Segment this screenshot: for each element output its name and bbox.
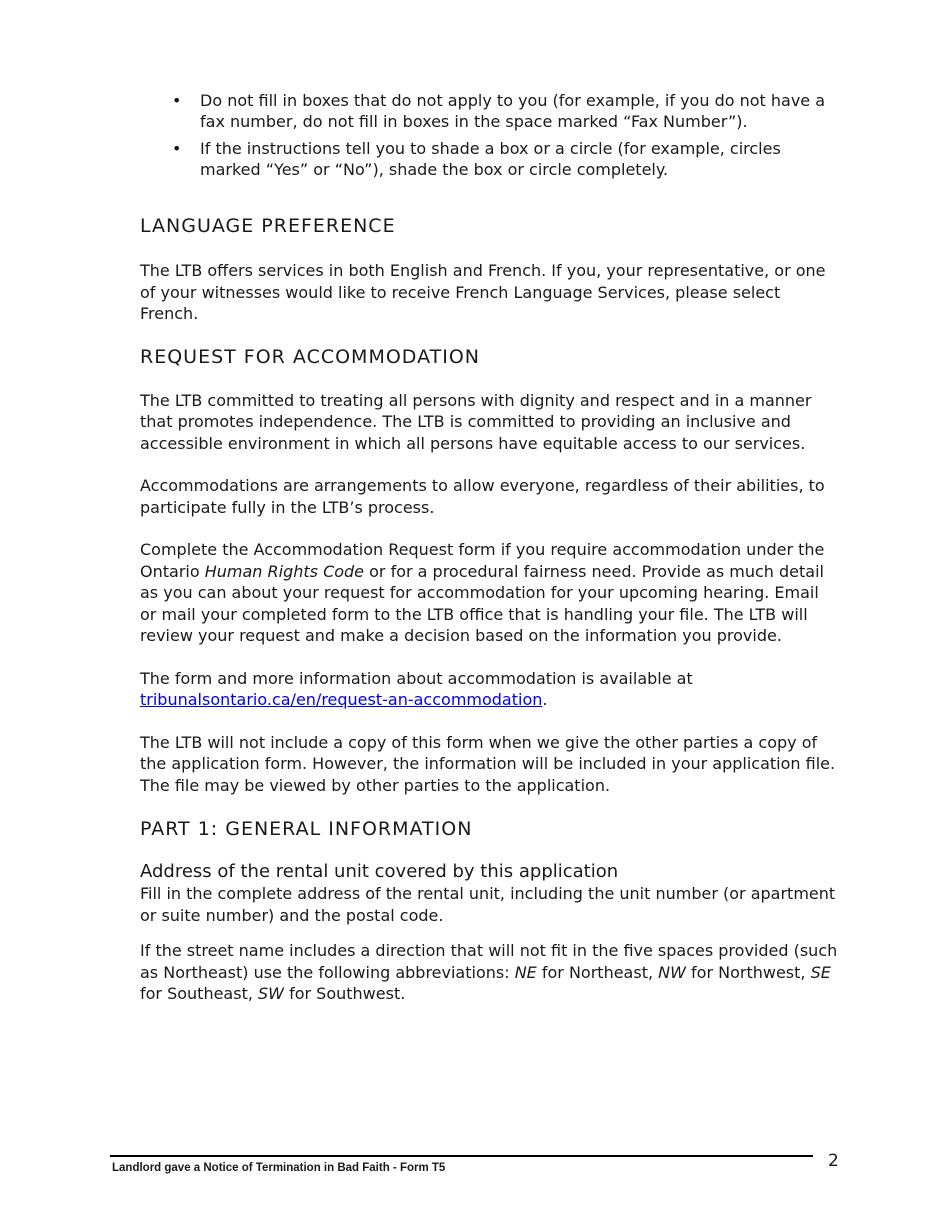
page-content [140, 90, 840, 1005]
text-span: for Northeast, [536, 962, 659, 982]
text-span: If the street name includes a direction that will not fit in the five spaces provided (such as Northeast) use the following abbreviations: [140, 941, 838, 982]
instruction-list [140, 90, 840, 180]
text-span: . [542, 690, 548, 709]
abbr-nw: NW [658, 962, 686, 982]
accommodation-link[interactable]: tribunalsontario.ca/en/request-an-accommodation [140, 690, 543, 709]
accommodation-paragraph-1: The LTB committed to treating all persons with dignity and respect and in a manner that promotes independence. The LTB is committed to providing an inclusive and accessible environment in which all persons have equitable access to our services. [140, 390, 812, 453]
language-paragraph: The LTB offers services in both English and French. If you, your representative, or one of your witnesses would like to receive French Language Services, please select French. [140, 261, 826, 323]
accommodation-paragraph-4 [140, 668, 840, 711]
text-span: The form and more information about accommodation is available at [140, 668, 693, 688]
page-number: 2 [828, 1151, 839, 1171]
accommodation-heading: REQUEST FOR ACCOMMODATION [140, 345, 480, 368]
list-item: • If the instructions tell you to shade a box or a circle (for example, circles marked “Yes” or “No”), shade the box or circle completely. [140, 138, 840, 180]
footer-title: Landlord gave a Notice of Termination in Bad Faith - Form T5 [112, 1162, 446, 1174]
accommodation-paragraph-3 [140, 539, 840, 647]
text-span: for Southeast, [140, 984, 259, 1003]
part1-heading: PART 1: GENERAL INFORMATION [140, 818, 473, 840]
part1-subheading: Address of the rental unit covered by this application [140, 861, 619, 882]
text-span: for Northwest, [685, 962, 811, 982]
footer-divider [110, 1155, 813, 1157]
abbr-se: SE [810, 962, 831, 982]
text-span: Complete the Accommodation Request form if you require accommodation under the Ontario [140, 540, 825, 581]
part1-paragraph-2 [140, 940, 840, 1005]
language-heading: LANGUAGE PREFERENCE [140, 215, 396, 237]
text-span: or for a procedural fairness need. Provide as much detail as you can about your request for accommodation for your upcoming hearing. Email or mail your completed form to the LTB office that is handling your file. The LTB will review your request and make a decision based on the information you provide. [140, 561, 824, 645]
abbr-ne: NE [514, 962, 537, 982]
abbr-sw: SW [258, 984, 284, 1003]
accommodation-paragraph-2: Accommodations are arrangements to allow everyone, regardless of their abilities, to participate fully in the LTB’s process. [140, 476, 825, 517]
list-item: • Do not fill in boxes that do not apply to you (for example, if you do not have a fax number, do not fill in boxes in the space marked “Fax Number”). [140, 90, 840, 132]
part1-paragraph-1: Fill in the complete address of the rental unit, including the unit number (or apartment or suite number) and the postal code. [140, 884, 836, 925]
accommodation-paragraph-5: The LTB will not include a copy of this form when we give the other parties a copy of the application form. However, the information will be included in your application file. The file may be viewed by other parties to the application. [140, 732, 836, 795]
human-rights-code-italic: Human Rights Code [204, 561, 365, 581]
text-span: for Southwest. [284, 984, 406, 1003]
